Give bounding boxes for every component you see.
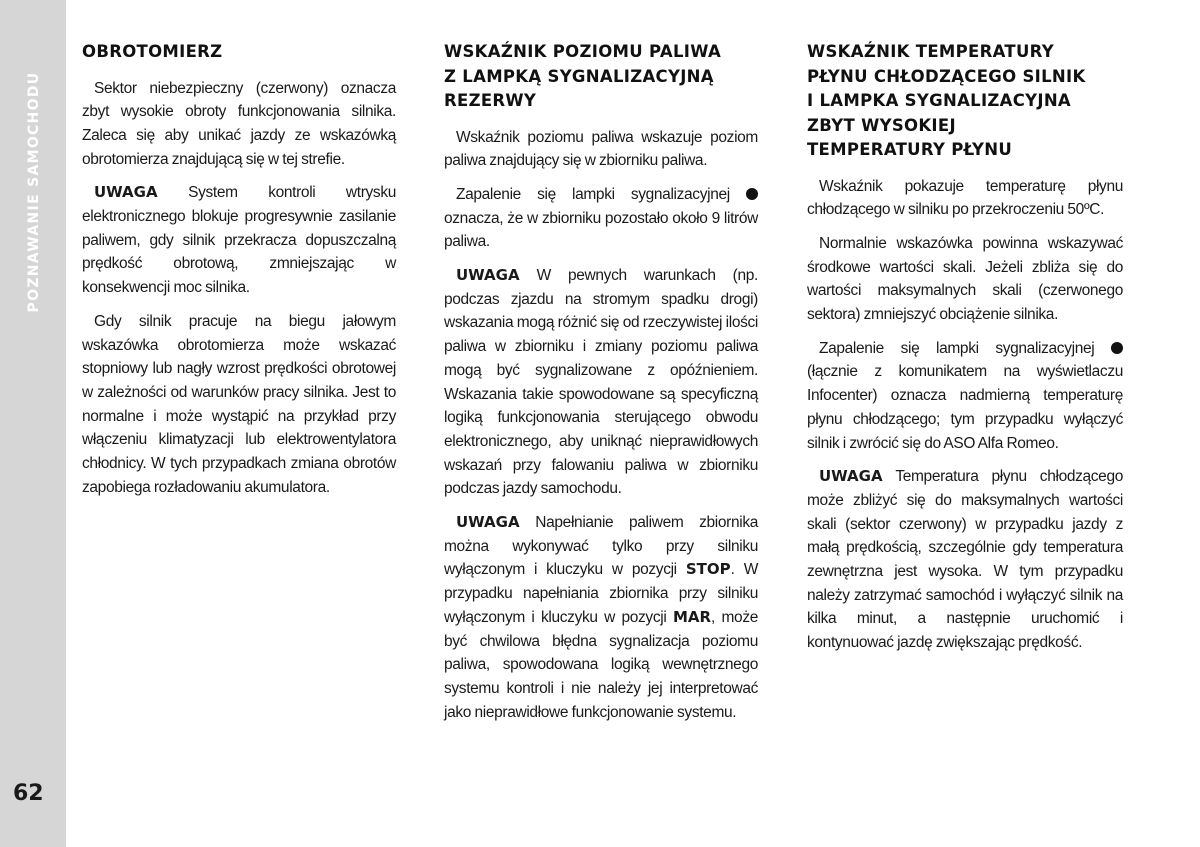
- fuel-gauge-section: [444, 40, 758, 734]
- fuel-gauge-heading: WSKAŹNIK POZIOMU PALIWA Z LAMPKĄ SYGNALIZACYJNĄ REZERWY: [444, 42, 722, 110]
- tachometer-paragraph-2: UWAGA System kontroli wtrysku elektronicznego blokuje progresywnie zasilanie paliwem, gdy silnik przekracza dopuszczalną prędkość obrotową, zmniejszając w konsekwencji moc silnika.: [82, 183, 396, 297]
- tachometer-paragraph-1: Sektor niebezpieczny (czerwony) oznacza zbyt wysokie obroty funkcjonowania silnika. Zaleca się aby unikać jazdy ze wskazówką obrotomierza znajdującą się w tej strefie.: [82, 79, 396, 168]
- page-number: 62: [13, 781, 44, 806]
- coolant-paragraph-3: Zapalenie się lampki sygnalizacyjnej (łącznie z komunikatem na wyświetlaczu Infocenter) oznacza nadmierną temperaturę płynu chłodzącego; tym przypadku wyłączyć silnik i zwrócić się do ASO Alfa Romeo.: [807, 339, 1123, 452]
- fuel-paragraph-2: Zapalenie się lampki sygnalizacyjnej oznacza, że w zbiorniku pozostało około 9 litrów paliwa.: [444, 185, 758, 251]
- warning-lamp-icon: [746, 188, 758, 200]
- warning-label: UWAGA: [456, 266, 520, 285]
- coolant-temperature-section: [807, 40, 1123, 665]
- tachometer-paragraph-3: Gdy silnik pracuje na biegu jałowym wskazówka obrotomierza może wskazać stopniowy lub nagły wzrost prędkości obrotowej w zależności od warunków pracy silnika. Jest to normalne i może wystąpić na przykład przy włączeniu klimatyzacji lub elektrowentylatora chłodnicy. W tych przypadkach zmiana obrotów zapobiega rozładowaniu akumulatora.: [82, 312, 396, 496]
- warning-lamp-icon: [1111, 342, 1123, 354]
- tachometer-heading: OBROTOMIERZ: [82, 42, 223, 61]
- fuel-paragraph-1: Wskaźnik poziomu paliwa wskazuje poziom paliwa znajdujący się w zbiorniku paliwa.: [444, 128, 758, 170]
- coolant-paragraph-1: Wskaźnik pokazuje temperaturę płynu chłodzącego w silniku po przekroczeniu 50ºC.: [807, 177, 1123, 219]
- warning-label: UWAGA: [456, 513, 520, 532]
- fuel-paragraph-3: UWAGA W pewnych warunkach (np. podczas zjazdu na stromym spadku drogi) wskazania mogą różnić się od rzeczywistej ilości paliwa w zbiorniku i zmiany poziomu paliwa mogą być sygnalizowane z opóźnieniem. Wskazania takie spowodowane są specyficzną logiką funkcjonowania sterującego obwodu elektronicznego, aby uniknąć nieprawidłowych wskazań przy falowaniu paliwa w zbiorniku podczas jazdy samochodu.: [444, 266, 758, 498]
- coolant-paragraph-2: Normalnie wskazówka powinna wskazywać środkowe wartości skali. Jeżeli zbliża się do wartości maksymalnych skali (czerwonego sektora) zmniejszyć obciążenie silnika.: [807, 234, 1123, 324]
- tachometer-section: [82, 40, 396, 509]
- key-position-stop: STOP: [685, 560, 731, 579]
- warning-label: UWAGA: [819, 467, 883, 486]
- fuel-paragraph-4: UWAGA Napełnianie paliwem zbiornika można wykonywać tylko przy silniku wyłączonym i kluczyku w pozycji STOP. W przypadku napełniania zbiornika przy silniku wyłączonym i kluczyku w pozycji MAR, może być chwilowa błędna sygnalizacja poziomu paliwa, spowodowana logiką wewnętrznego systemu kontroli i nie należy jej interpretować jako nieprawidłowe funkcjonowanie systemu.: [444, 513, 758, 721]
- coolant-paragraph-4: UWAGA Temperatura płynu chłodzącego może zbliżyć się do maksymalnych wartości skali (sektor czerwony) w przypadku jazdy z małą prędkością, szczególnie gdy temperatura zewnętrzna jest wysoka. W tym przypadku należy zatrzymać samochód i wyłączyć silnik na kilka minut, a następnie uruchomić i kontynuować jazdę zwiększając prędkość.: [807, 467, 1123, 652]
- side-tab: [0, 0, 66, 847]
- warning-label: UWAGA: [94, 183, 158, 202]
- section-title-vertical: POZNAWANIE SAMOCHODU: [26, 71, 42, 313]
- key-position-mar: MAR: [672, 607, 712, 626]
- coolant-heading: WSKAŹNIK TEMPERATURY PŁYNU CHŁODZĄCEGO SILNIK I LAMPKA SYGNALIZACYJNA ZBYT WYSOKIEJ TEMPERATURY PŁYNU: [807, 42, 1086, 159]
